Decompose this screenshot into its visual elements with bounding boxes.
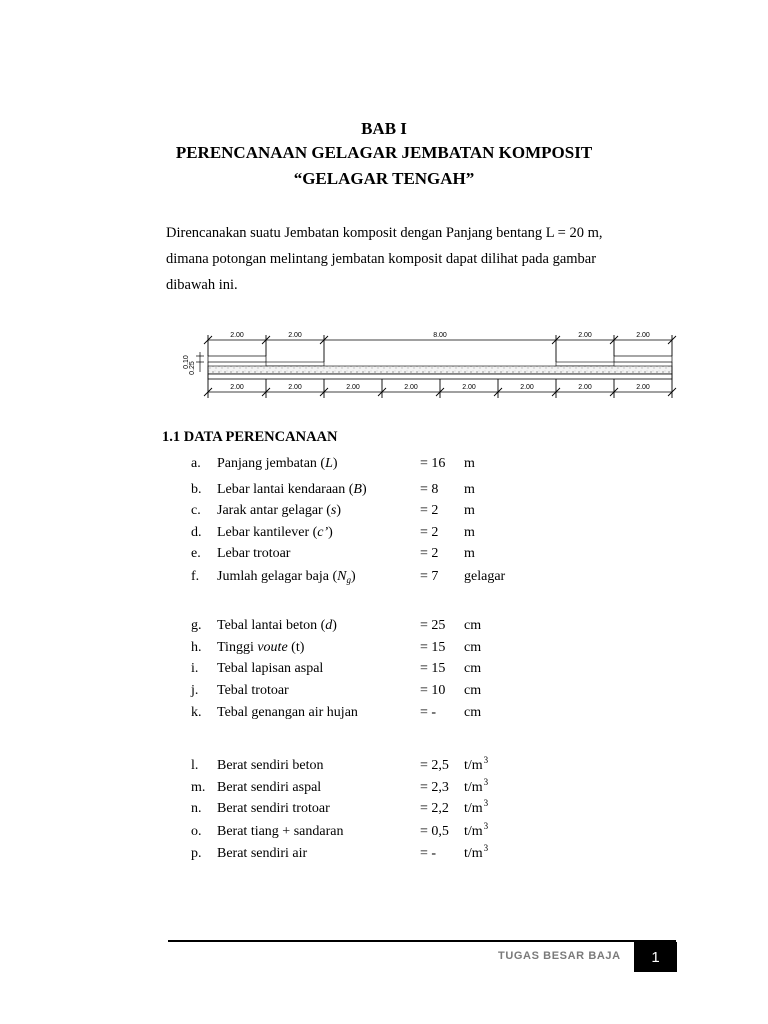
data-list-item	[0, 501, 768, 521]
bottom-dim-label: 2.00	[288, 384, 302, 391]
top-dim-label: 8.00	[433, 332, 447, 339]
item-unit	[464, 567, 505, 587]
item-unit-superscript: 3	[483, 777, 489, 787]
item-label	[217, 523, 333, 543]
item-letter: d.	[191, 525, 202, 540]
item-symbol: d	[325, 618, 333, 633]
data-list-item	[0, 799, 768, 819]
item-letter: i.	[191, 661, 199, 676]
data-list-item	[0, 822, 768, 842]
data-list-item	[0, 567, 768, 587]
side-dim-label: 0.10	[183, 355, 190, 369]
data-list-item	[0, 778, 768, 798]
item-unit-text: t/m	[464, 780, 483, 795]
top-dim-label: 2.00	[578, 332, 592, 339]
item-unit	[464, 501, 475, 521]
item-symbol: c’	[317, 525, 329, 540]
item-unit	[464, 659, 481, 679]
data-list-item	[0, 616, 768, 636]
bridge-cross-section-figure	[176, 310, 688, 410]
item-unit	[464, 616, 481, 636]
item-label	[217, 616, 337, 636]
item-label-suffix: (t)	[287, 640, 305, 655]
item-symbol: N	[337, 569, 347, 584]
bottom-dim-label: 2.00	[346, 384, 360, 391]
top-dim-label: 2.00	[636, 332, 650, 339]
item-unit	[464, 681, 481, 701]
item-label-text: Tebal trotoar	[217, 683, 289, 698]
item-symbol: voute	[257, 640, 288, 655]
item-letter: m.	[191, 780, 206, 795]
top-dim-label: 2.00	[288, 332, 302, 339]
item-value: = 10	[420, 683, 446, 698]
side-dimension	[183, 352, 204, 375]
item-unit-superscript: 3	[483, 843, 489, 853]
bottom-dimension-line	[204, 379, 676, 398]
item-label-text: Jumlah gelagar baja (	[217, 569, 338, 584]
item-label-text: Jarak antar gelagar (	[217, 503, 331, 518]
data-list-item	[0, 638, 768, 658]
page-number: 1	[651, 948, 660, 966]
item-label-suffix: )	[336, 503, 341, 518]
item-label	[217, 501, 341, 521]
item-unit-text: cm	[464, 683, 482, 698]
intro-line: Direncanakan suatu Jembatan komposit dengan Panjang bentang L = 20 m,	[166, 225, 603, 241]
item-symbol: B	[353, 482, 362, 497]
intro-line: dimana potongan melintang jembatan komposit dapat dilihat pada gambar	[166, 251, 597, 267]
data-list-item	[0, 659, 768, 679]
item-label	[217, 844, 307, 864]
item-unit	[464, 638, 481, 658]
item-label	[217, 681, 289, 701]
item-letter: a.	[191, 456, 201, 471]
item-unit	[464, 454, 475, 474]
item-unit	[464, 822, 488, 842]
data-list-item	[0, 844, 768, 864]
footer-divider	[168, 940, 676, 942]
item-label	[217, 756, 324, 776]
item-unit-superscript: 3	[483, 821, 489, 831]
bottom-dim-label: 2.00	[462, 384, 476, 391]
deck-section	[208, 356, 672, 379]
item-unit	[464, 756, 488, 776]
item-unit	[464, 844, 488, 864]
item-unit-text: m	[464, 546, 475, 561]
item-unit-text: t/m	[464, 801, 483, 816]
data-list-item	[0, 480, 768, 500]
item-unit-superscript: 3	[483, 798, 489, 808]
intro-paragraph	[166, 220, 606, 298]
item-label	[217, 638, 304, 658]
item-label-text: Berat tiang + sandaran	[217, 824, 344, 839]
bottom-dim-label: 2.00	[404, 384, 418, 391]
footer-course-label: TUGAS BESAR BAJA	[498, 950, 621, 962]
item-letter: g.	[191, 618, 202, 633]
item-unit-superscript: 3	[483, 755, 489, 765]
item-symbol-subscript: g	[346, 575, 351, 585]
item-value: = 2	[420, 525, 439, 540]
item-unit-text: m	[464, 525, 475, 540]
item-label-text: Lebar lantai kendaraan (	[217, 482, 354, 497]
item-symbol: L	[325, 456, 333, 471]
top-ticks	[204, 335, 676, 362]
item-unit	[464, 523, 475, 543]
item-letter: p.	[191, 846, 202, 861]
item-label-text: Lebar trotoar	[217, 546, 291, 561]
item-unit-text: m	[464, 503, 475, 518]
item-value: = 2,3	[420, 780, 449, 795]
item-label-suffix: )	[332, 618, 337, 633]
item-value: = 16	[420, 456, 446, 471]
item-value: = 7	[420, 569, 439, 584]
item-letter: o.	[191, 824, 202, 839]
item-unit	[464, 778, 488, 798]
item-value: = 25	[420, 618, 446, 633]
item-label-text: Panjang jembatan (	[217, 456, 326, 471]
item-label-text: Berat sendiri trotoar	[217, 801, 330, 816]
item-letter: f.	[191, 569, 200, 584]
item-letter: j.	[191, 683, 199, 698]
chapter-heading: BAB I	[361, 119, 407, 138]
item-label	[217, 778, 321, 798]
bottom-ticks	[204, 379, 676, 398]
item-label-suffix: )	[350, 569, 356, 584]
item-label-suffix: )	[328, 525, 333, 540]
bottom-dim-label: 2.00	[636, 384, 650, 391]
item-unit-text: cm	[464, 618, 482, 633]
item-label	[217, 703, 358, 723]
item-letter: e.	[191, 546, 201, 561]
item-label	[217, 567, 356, 587]
item-value: = 8	[420, 482, 439, 497]
item-label-text: Berat sendiri beton	[217, 758, 324, 773]
item-label-text: Tebal genangan air hujan	[217, 705, 358, 720]
top-dim-label: 2.00	[230, 332, 244, 339]
item-label-text: Tinggi	[217, 640, 258, 655]
item-unit-text: cm	[464, 640, 482, 655]
item-value: = 2,2	[420, 801, 449, 816]
item-label-text: Tebal lantai beton (	[217, 618, 326, 633]
item-label-text: Tebal lapisan aspal	[217, 661, 324, 676]
item-value: = -	[420, 846, 437, 861]
item-unit-text: m	[464, 482, 475, 497]
data-list-item	[0, 454, 768, 474]
item-label-text: Berat sendiri aspal	[217, 780, 322, 795]
chapter-title: PERENCANAAN GELAGAR JEMBATAN KOMPOSIT	[175, 143, 593, 162]
item-value: = 2	[420, 503, 439, 518]
item-unit-text: t/m	[464, 824, 483, 839]
item-unit-text: gelagar	[464, 569, 506, 584]
item-letter: k.	[191, 705, 202, 720]
item-letter: n.	[191, 801, 202, 816]
item-label-suffix: )	[332, 456, 338, 471]
item-unit	[464, 544, 475, 564]
data-list-item	[0, 544, 768, 564]
data-list-item	[0, 756, 768, 776]
item-letter: c.	[191, 503, 201, 518]
item-label-suffix: )	[361, 482, 367, 497]
bottom-dim-label: 2.00	[520, 384, 534, 391]
item-label-text: Lebar kantilever (	[217, 525, 318, 540]
item-value: = 15	[420, 640, 446, 655]
item-unit-text: t/m	[464, 758, 483, 773]
item-letter: h.	[191, 640, 202, 655]
item-label	[217, 480, 367, 500]
item-letter: l.	[191, 758, 199, 773]
item-label	[217, 544, 290, 564]
item-label	[217, 822, 343, 842]
item-label	[217, 659, 323, 679]
item-letter: b.	[191, 482, 202, 497]
item-unit-text: t/m	[464, 846, 483, 861]
item-unit-text: cm	[464, 661, 482, 676]
side-dim-label: 0.25	[189, 361, 196, 375]
item-value: = -	[420, 705, 437, 720]
item-label-text: Berat sendiri air	[217, 846, 308, 861]
item-value: = 0,5	[420, 824, 449, 839]
item-symbol: s	[330, 503, 337, 518]
item-unit	[464, 703, 481, 723]
section-title: 1.1 DATA PERENCANAAN	[162, 429, 338, 445]
bottom-dim-label: 2.00	[230, 384, 244, 391]
item-value: = 2	[420, 546, 439, 561]
item-unit	[464, 799, 488, 819]
page-number-box	[634, 942, 677, 972]
item-unit-text: cm	[464, 705, 482, 720]
data-list-item	[0, 681, 768, 701]
item-label	[217, 454, 338, 474]
chapter-subtitle: “GELAGAR TENGAH”	[293, 169, 475, 188]
item-unit	[464, 480, 475, 500]
item-value: = 2,5	[420, 758, 449, 773]
data-list-item	[0, 703, 768, 723]
bottom-dim-label: 2.00	[578, 384, 592, 391]
data-list-item	[0, 523, 768, 543]
top-dimension-line	[204, 332, 676, 362]
item-label	[217, 799, 330, 819]
intro-line: dibawah ini.	[166, 277, 238, 293]
item-value: = 15	[420, 661, 446, 676]
item-unit-text: m	[464, 456, 475, 471]
